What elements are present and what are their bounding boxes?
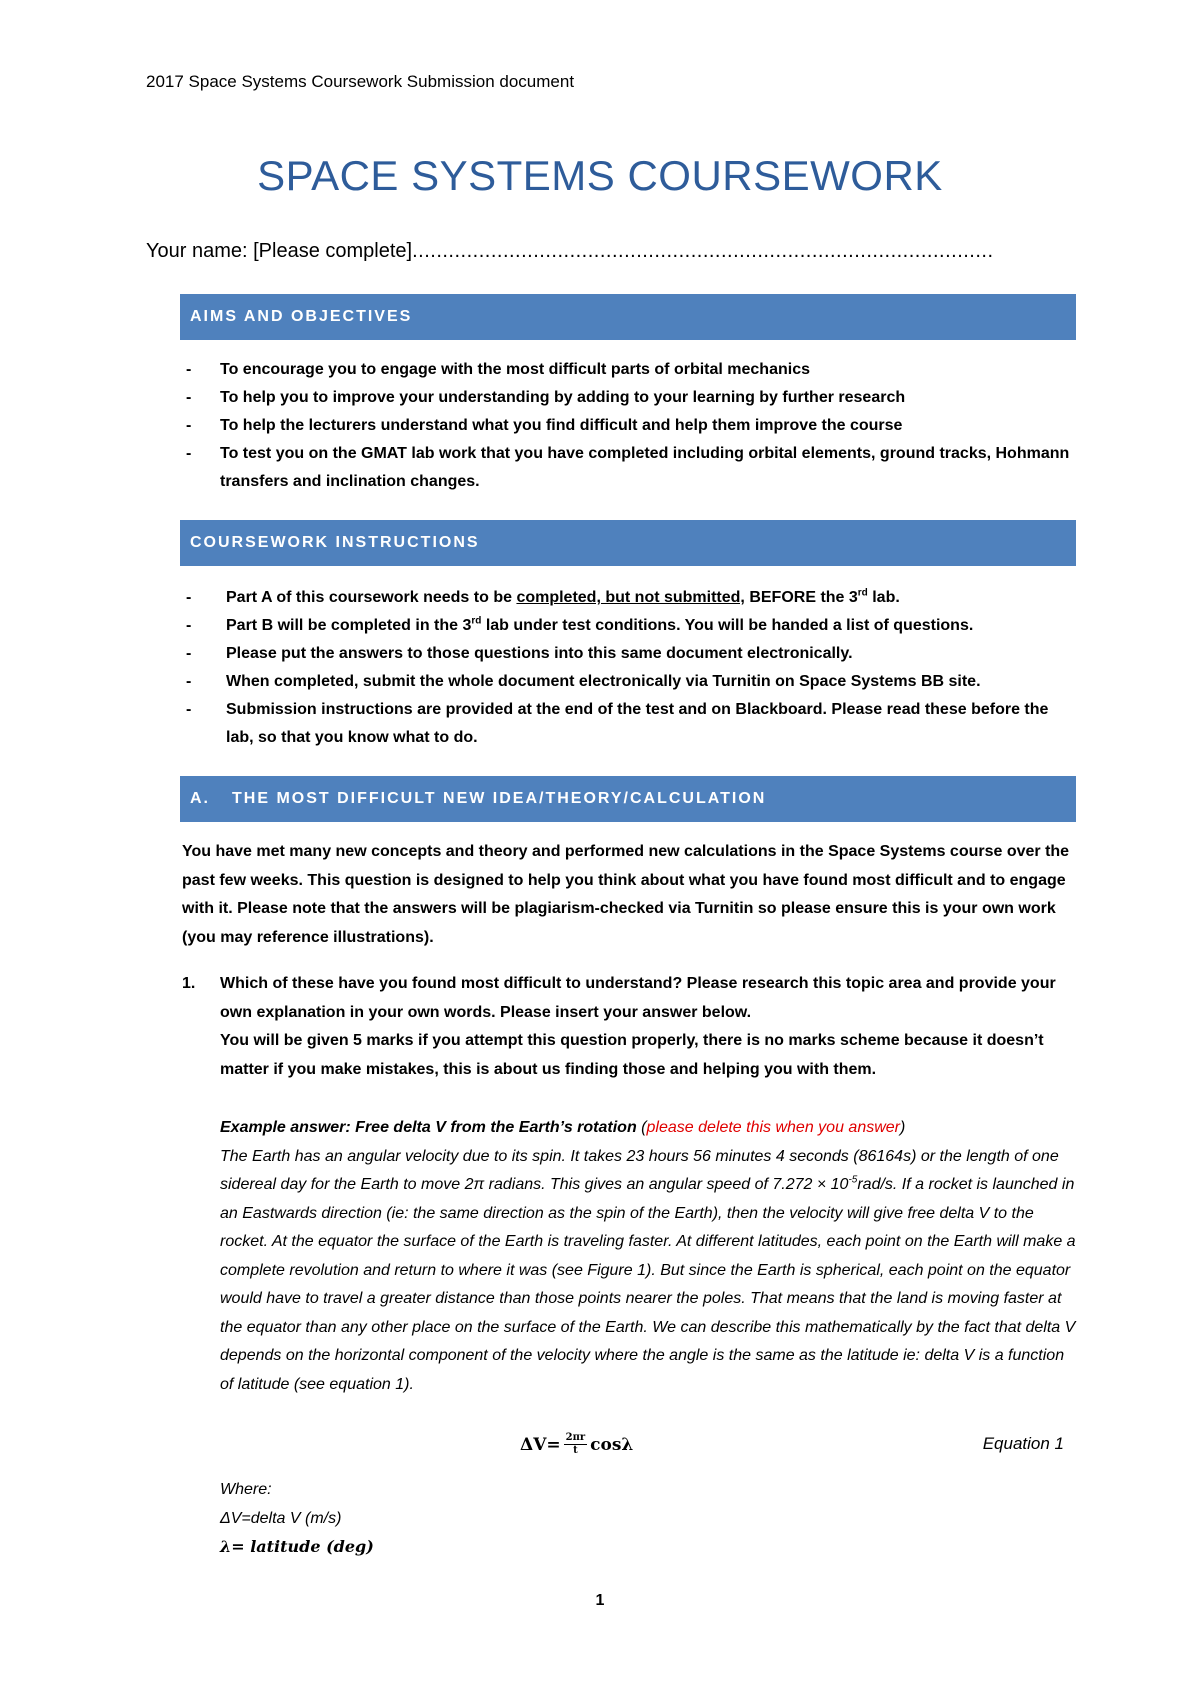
instructions-heading-band (180, 520, 1076, 566)
page-number: 1 (595, 1592, 605, 1609)
fraction: $\frac{2\pi r}{t}$ (565, 1432, 586, 1456)
list-item: - To help the lecturers understand what you find difficult and help them improve the course (186, 417, 903, 434)
where-line-delta-v: ΔV=delta V (m/s) (220, 1509, 342, 1527)
list-item: - Submission instructions are provided at the end of the test and on Blackboard. Please read these before the lab, so that you know what to do. (186, 701, 1049, 746)
equation-label: Equation 1 (982, 1434, 1064, 1453)
section-a-heading: THE MOST DIFFICULT NEW IDEA/THEORY/CALCULATION (232, 790, 767, 807)
where-block (220, 1476, 374, 1562)
where-label: Where: (220, 1481, 272, 1498)
instructions-list (186, 584, 1076, 752)
document-title: SPACE SYSTEMS COURSEWORK (257, 152, 943, 199)
name-field[interactable] (146, 240, 994, 263)
question-text: Which of these have you found most difficult to understand? Please research this topic area and provide your own explanation in your own words. Please insert your answer below. (220, 975, 1056, 1021)
list-item: - To help you to improve your understanding by adding to your learning by further research (186, 389, 906, 406)
equation-body: ΔV= $\frac{2\pi r}{t}$ cosλ (520, 1432, 634, 1456)
list-item: - Part B will be completed in the 3rd lab under test conditions. You will be handed a list of questions. (186, 615, 974, 634)
question-number: 1. (182, 975, 196, 992)
where-line-latitude: λ= latitude (deg) (220, 1537, 374, 1556)
aims-heading-band (180, 294, 1076, 340)
aims-heading: AIMS AND OBJECTIVES (190, 308, 413, 325)
list-item: - To encourage you to engage with the most difficult parts of orbital mechanics (186, 361, 810, 378)
equation-1 (220, 1432, 1064, 1472)
delete-note: please delete this when you answer (646, 1119, 900, 1136)
section-a-intro: You have met many new concepts and theory and performed new calculations in the Space Systems course over the past few weeks. This question is designed to help you think about what you have found most difficult and to engage with it. Please note that the answers will be plagiarism-checked via Turnitin so please ensure this is your own work (you may reference illustrations). (182, 843, 1070, 946)
list-item: - Please put the answers to those questions into this same document electronically. (186, 645, 853, 662)
running-header: 2017 Space Systems Coursework Submission document (146, 72, 575, 91)
list-item: - When completed, submit the whole document electronically via Turnitin on Space Systems BB site. (186, 673, 981, 690)
section-a-heading-band (180, 776, 1076, 822)
question-1 (182, 970, 1082, 1084)
section-a-number: A. (190, 790, 210, 807)
example-label: Example answer: Free delta V from the Earth’s rotation (220, 1119, 637, 1136)
name-dots: ................................................................................................ (412, 240, 994, 262)
example-body: The Earth has an angular velocity due to its spin. It takes 23 hours 56 minutes 4 seconds (86164s) or the length of one sidereal day for the Earth to move 2π radians. This gives an angular speed of $7.272 \times 10^{-5}rad/s$. If a rocket is launched in an Eastwards direction (ie: the same direction as the spin of the Earth), then the velocity will give free delta V to the rocket. At the equator the surface of the Earth is traveling faster. At different latitudes, each point on the Earth will make a complete revolution and return to where it was (see Figure 1). But since the Earth is spherical, each point on the equator would have to travel a greater distance than those points nearer the poles. That means that the land is moving faster at the equator than any other place on the surface of the Earth. We can describe this mathematically by the fact that delta V depends on the horizontal component of the velocity where the angle is the same as the latitude ie: delta V is a function of latitude (see equation 1). (220, 1147, 1076, 1393)
list-item: - Part A of this coursework needs to be completed, but not submitted, BEFORE the 3rd lab. (186, 587, 900, 606)
aims-list (186, 356, 1076, 496)
question-marks-note: You will be given 5 marks if you attempt this question properly, there is no marks scheme because it doesn’t matter if you make mistakes, this is about us finding those and helping you with them. (220, 1032, 1044, 1078)
name-label: Your name: [Please complete] (146, 240, 413, 262)
instructions-heading: COURSEWORK INSTRUCTIONS (190, 534, 480, 551)
list-item: - To test you on the GMAT lab work that you have completed including orbital elements, ground tracks, Hohmann transfers and inclination changes. (186, 445, 1070, 490)
example-answer: Example answer: Free delta V from the Earth’s rotation (please delete this when you answer) The Earth has an angular velocity due to its spin. It takes 23 hours 56 minutes 4 seconds (86164s) or the length of one sidereal day for the Earth to move 2π radians. This gives an angular speed of $7.272 \times 10^{-5}rad/s$. If a rocket is launched in an Eastwards direction (ie: the same direction as the spin of the Earth), then the velocity will give free delta V to the rocket. At the equator the surface of the Earth is traveling faster. At different latitudes, each point on the Earth will make a complete revolution and return to where it was (see Figure 1). But since the Earth is spherical, each point on the equator would have to travel a greater distance than those points nearer the poles. That means that the land is moving faster at the equator than any other place on the surface of the Earth. We can describe this mathematically by the fact that delta V depends on the horizontal component of the velocity where the angle is the same as the latitude ie: delta V is a function of latitude (see equation 1). (220, 1114, 1080, 1399)
